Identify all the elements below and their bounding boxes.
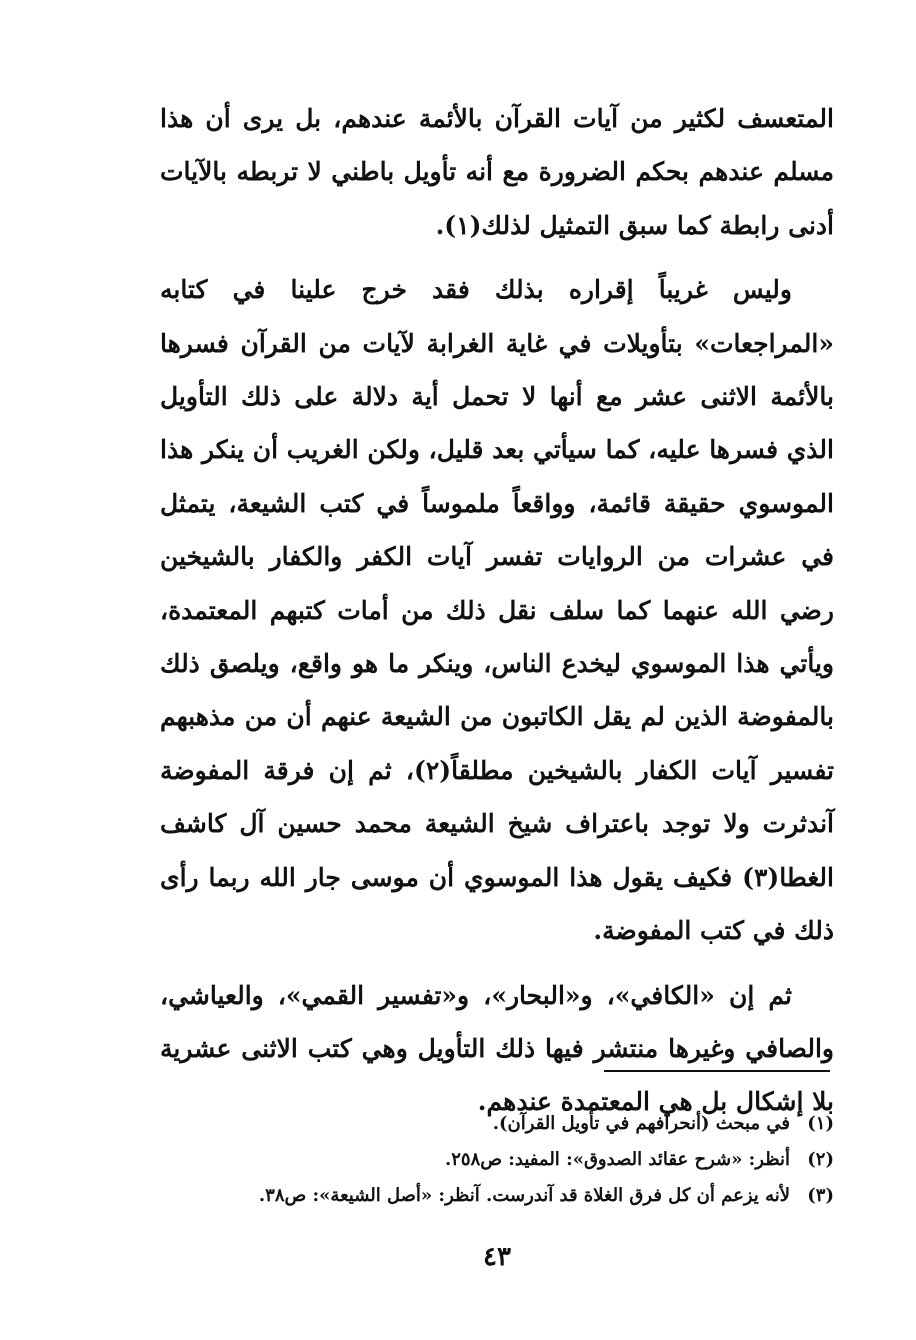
footnote-number: (٣) — [807, 1185, 834, 1206]
footnotes — [160, 1106, 834, 1214]
footnote-text: لأنه يزعم أن كل فرق الغلاة قد آندرست. آنظر: «أصل الشيعة»: ص٣٨. — [258, 1185, 790, 1206]
paragraph-1: المتعسف لكثير من آيات القرآن بالأئمة عندهم، بل يرى أن هذا مسلم عندهم بحكم الضرورة مع أنه تأويل باطني لا تربطه بالآيات أدنى رابطة كما سبق التمثيل لذلك(١). — [160, 104, 834, 240]
footnote-separator — [604, 1070, 830, 1072]
footnote-number: (٢) — [807, 1149, 834, 1170]
footnote-2 — [160, 1142, 834, 1178]
footnote-text: في مبحث (أنحرافهم في تأويل القرآن). — [492, 1113, 790, 1134]
footnote-number: (١) — [807, 1113, 834, 1134]
footnote-1 — [160, 1106, 834, 1142]
page-number: ٤٣ — [483, 1242, 511, 1272]
footnote-text: أنظر: «شرح عقائد الصدوق»: المفيد: ص٢٥٨. — [444, 1149, 790, 1170]
paragraph-2: وليس غريباً إقراره بذلك فقد خرج علينا في كتابه «المراجعات» بتأويلات في غاية الغرابة لآيات من القرآن فسرها بالأئمة الاثنى عشر مع أنها لا تحمل أية دلالة على ذلك التأويل الذي فسرها عليه، كما سيأتي بعد قليل، ولكن الغريب أن ينكر هذا الموسوي حقيقة قائمة، وواقعاً ملموساً في كتب الشيعة، يتمثل في عشرات من الروايات تفسر آيات الكفر والكفار بالشيخين رضي الله عنهما كما سلف نقل ذلك من أمات كتبهم المعتمدة، ويأتي هذا الموسوي ليخدع الناس، وينكر ما هو واقع، ويلصق ذلك بالمفوضة الذين لم يقل الكاتبون من الشيعة عنهم أن من مذهبهم تفسير آيات الكفار بالشيخين مطلقاً(٢)، ثم إن فرقة المفوضة آندثرت ولا توجد باعتراف شيخ الشيعة محمد حسين آل كاشف الغطا(٣) فكيف يقول هذا الموسوي أن موسى جار الله ربما رأى ذلك في كتب المفوضة. — [160, 275, 835, 946]
main-text — [160, 92, 834, 1129]
footnote-3 — [160, 1178, 834, 1214]
paragraph-3: ثم إن «الكافي»، و«البحار»، و«تفسير القمي»، والعياشي، والصافي وغيرها منتشر فيها ذلك التأويل وهي كتب الاثنى عشرية بلا إشكال بل هي المعتمدة عندهم. — [160, 980, 834, 1117]
book-page — [160, 92, 834, 1322]
